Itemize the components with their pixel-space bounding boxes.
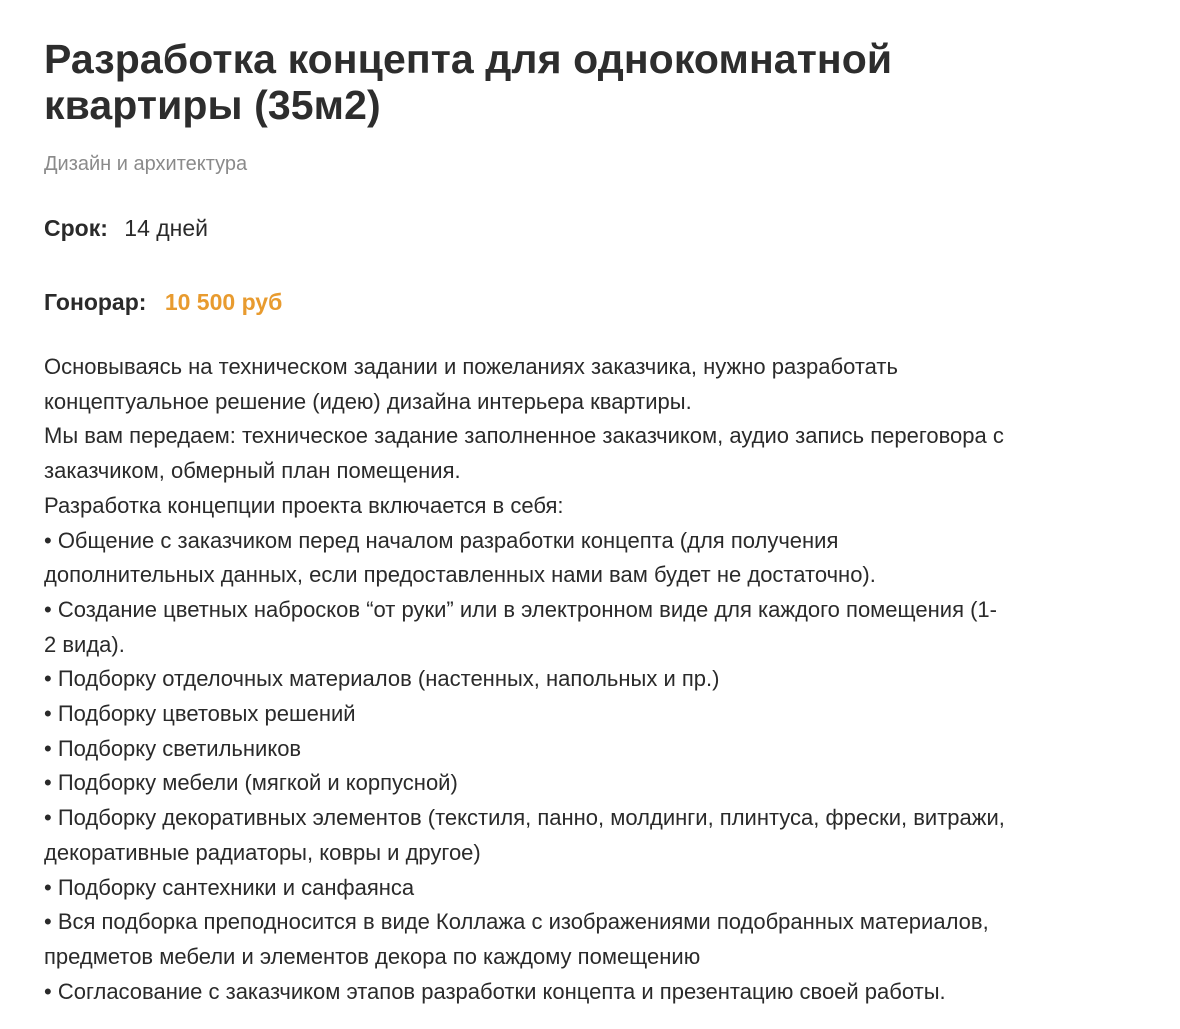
- term-row: [44, 214, 1140, 242]
- description-line: Мы вам передаем: техническое задание заполненное заказчиком, аудио запись переговора с: [44, 423, 1004, 449]
- description-line: предметов мебели и элементов декора по каждому помещению: [44, 943, 701, 969]
- description-line: • Подборку светильников: [44, 735, 302, 761]
- title-line-2: квартиры (35м2): [44, 82, 381, 128]
- description-line: • Создание цветных набросков “от руки” или в электронном виде для каждого помещения (1-: [44, 596, 997, 622]
- term-value: 14 дней: [124, 215, 209, 241]
- description-line: • Подборку декоративных элементов (текстиля, панно, молдинги, плинтуса, фрески, витражи,: [44, 805, 1005, 831]
- description-line: 2 вида).: [44, 631, 125, 657]
- description-line: • Общение с заказчиком перед началом разработки концепта (для получения: [44, 527, 839, 553]
- category-label: Дизайн и архитектура: [44, 153, 248, 175]
- fee-row: [44, 288, 1140, 316]
- title-line-1: Разработка концепта для однокомнатной: [44, 36, 893, 82]
- description-line: • Подборку сантехники и санфаянса: [44, 874, 415, 900]
- term-label: Срок:: [44, 215, 108, 241]
- description-line: • Вся подборка преподносится в виде Коллажа с изображениями подобранных материалов,: [44, 909, 989, 935]
- description-line: заказчиком, обмерный план помещения.: [44, 458, 461, 484]
- description-line: Основываясь на техническом задании и пожеланиях заказчика, нужно разработать: [44, 354, 898, 379]
- description-line: Разработка концепции проекта включается в себя:: [44, 492, 564, 518]
- fee-value: 10 500 руб: [164, 289, 283, 315]
- description-line: дополнительных данных, если предоставленных нами вам будет не достаточно).: [44, 562, 876, 588]
- description-line: • Согласование с заказчиком этапов разработки концепта и презентацию своей работы.: [44, 978, 946, 1004]
- job-description: [44, 350, 1154, 1009]
- description-line: • Подборку мебели (мягкой и корпусной): [44, 770, 458, 796]
- description-line: • Подборку цветовых решений: [44, 701, 356, 727]
- description-line: концептуальное решение (идею) дизайна интерьера квартиры.: [44, 388, 692, 414]
- description-line: декоративные радиаторы, ковры и другое): [44, 839, 481, 865]
- fee-label: Гонорар:: [44, 289, 147, 315]
- page-title: [44, 36, 1044, 128]
- description-line: • Подборку отделочных материалов (настенных, напольных и пр.): [44, 666, 720, 692]
